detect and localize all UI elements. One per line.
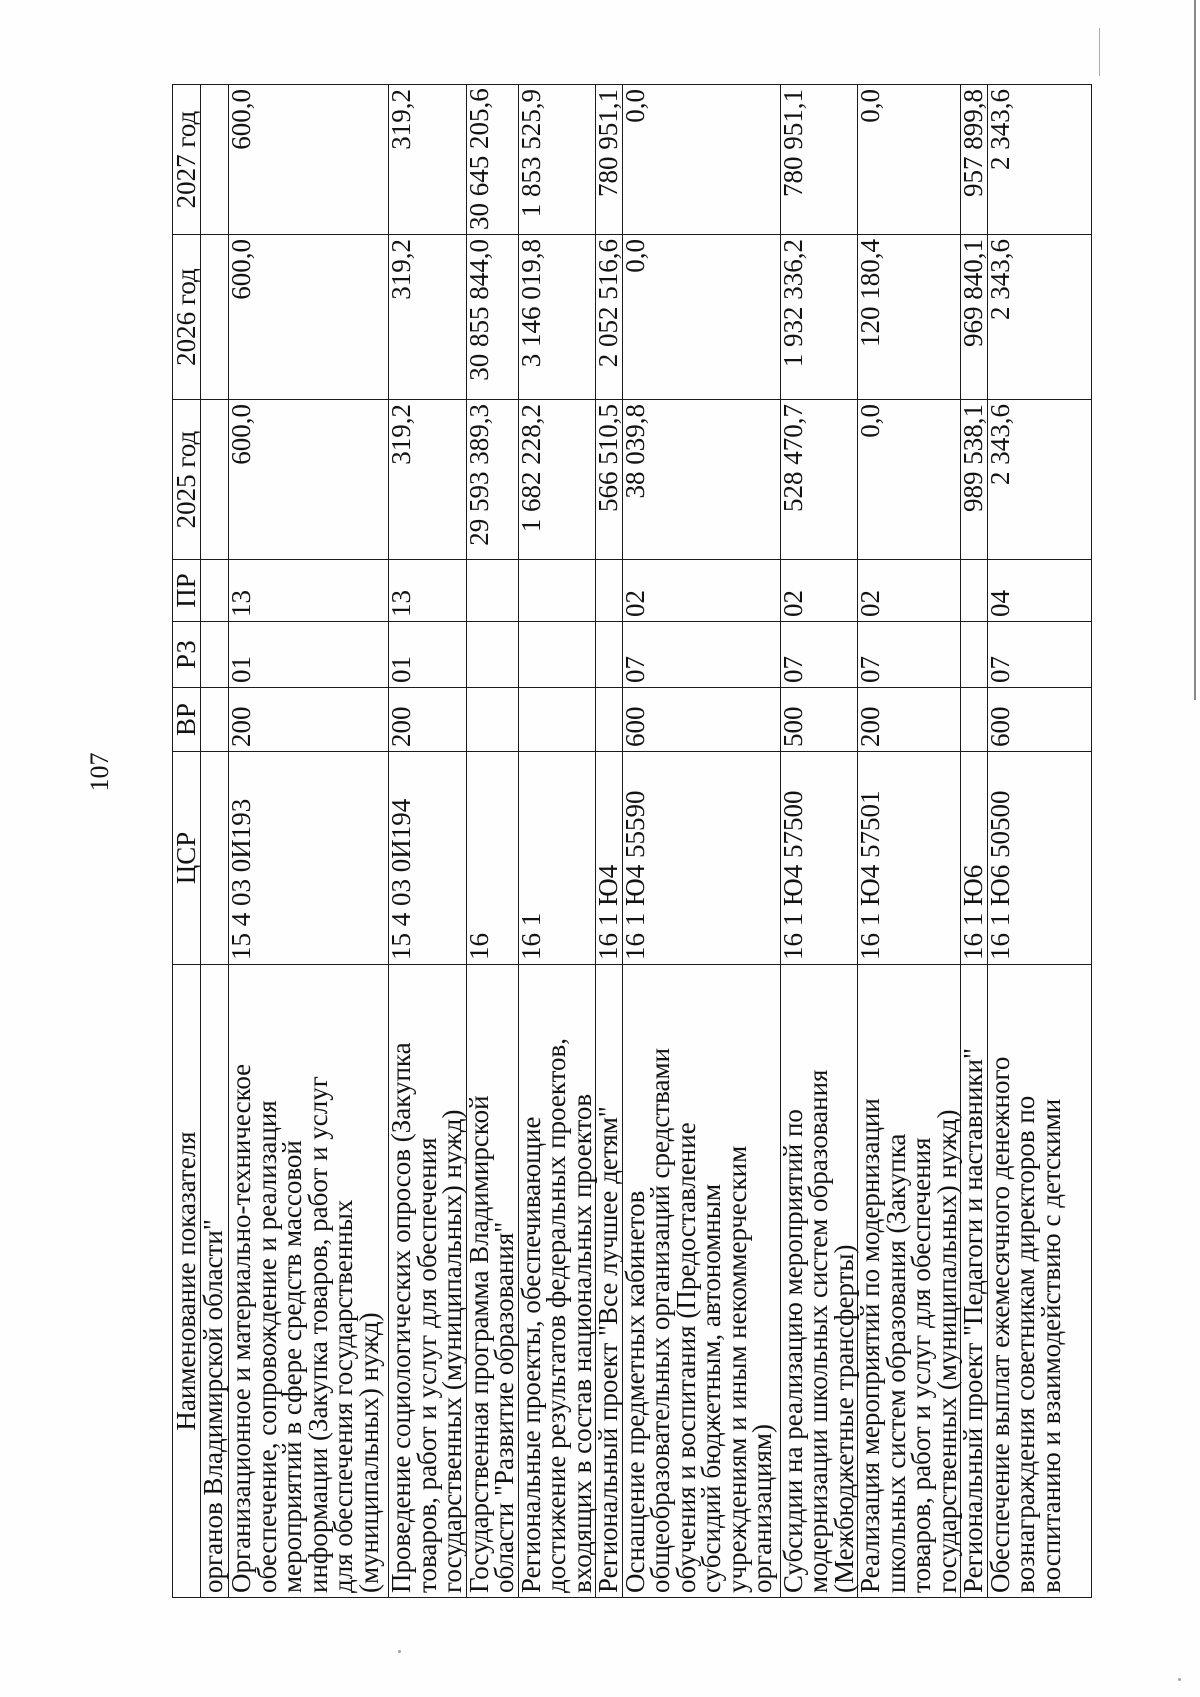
cell-vr (596, 688, 623, 752)
cell-pr: 02 (622, 560, 780, 622)
cell-2027: 780 951,1 (596, 85, 623, 235)
cell-2026: 120 180,4 (858, 235, 961, 400)
cell-vr: 200 (858, 688, 961, 752)
cell-vr (201, 688, 229, 752)
page-number: 107 (85, 752, 114, 792)
cell-2026: 969 840,1 (961, 235, 988, 400)
table-row (229, 85, 389, 1598)
cell-pr: 04 (987, 560, 1091, 622)
table-row (987, 85, 1091, 1598)
cell-rz: 07 (987, 622, 1091, 688)
cell-2027: 0,0 (858, 85, 961, 235)
table-body (198, 85, 1092, 1598)
cell-pr (596, 560, 623, 622)
cell-name: Субсидии на реализацию мероприятий по модернизации школьных систем образования (Межбюджетные трансферты) (780, 965, 858, 1598)
cell-pr (518, 560, 596, 622)
table-header-row (173, 85, 201, 1598)
table-row (389, 85, 467, 1598)
cell-csr: 15 4 03 0И193 (229, 752, 389, 965)
cell-2025 (201, 400, 229, 560)
header-rz: РЗ (173, 622, 201, 688)
header-vr: ВР (173, 688, 201, 752)
cell-pr (466, 560, 518, 622)
cell-vr (961, 688, 988, 752)
cell-2026: 2 052 516,6 (596, 235, 623, 400)
cell-2026 (201, 235, 229, 400)
cell-vr (518, 688, 596, 752)
header-2027: 2027 год (173, 85, 201, 235)
table-row (961, 85, 988, 1598)
cell-csr: 16 1 Ю4 57501 (858, 752, 961, 965)
cell-2026: 30 855 844,0 (466, 235, 518, 400)
cell-vr: 200 (229, 688, 389, 752)
cell-2026: 2 343,6 (987, 235, 1091, 400)
cell-csr: 16 1 Ю4 57500 (780, 752, 858, 965)
cell-rz (466, 622, 518, 688)
cell-2025: 566 510,5 (596, 400, 623, 560)
cell-csr: 16 1 Ю4 55590 (622, 752, 780, 965)
cell-2026: 3 146 019,8 (518, 235, 596, 400)
budget-table (172, 84, 1092, 1598)
cell-2025: 528 470,7 (780, 400, 858, 560)
header-name: Наименование показателя (173, 965, 201, 1598)
cell-rz: 07 (858, 622, 961, 688)
cell-2025: 319,2 (389, 400, 467, 560)
cell-2027: 957 899,8 (961, 85, 988, 235)
table-header (170, 85, 201, 1598)
cell-name: Организационное и материально-техническое обеспечение, сопровождение и реализация мероприятий в сфере средств массовой информации (Закупка товаров, работ и услуг для обеспечения государственных (муниципальных) нужд) (229, 965, 389, 1598)
table-row (622, 85, 780, 1598)
cell-csr: 16 1 Ю6 (961, 752, 988, 965)
cell-pr: 02 (858, 560, 961, 622)
cell-2027: 319,2 (389, 85, 467, 235)
cell-vr: 600 (987, 688, 1091, 752)
cell-rz (201, 622, 229, 688)
table-row (858, 85, 961, 1598)
header-2026: 2026 год (173, 235, 201, 400)
cell-2027: 30 645 205,6 (466, 85, 518, 235)
cell-name: Реализация мероприятий по модернизации школьных систем образования (Закупка товаров, работ и услуг для обеспечения государственных (муниципальных) нужд) (858, 965, 961, 1598)
cell-2025: 1 682 228,2 (518, 400, 596, 560)
cell-name: Региональный проект "Все лучшее детям" (596, 965, 623, 1598)
header-2025: 2025 год (173, 400, 201, 560)
table-row (201, 85, 229, 1598)
cell-name: Оснащение предметных кабинетов общеобразовательных организаций средствами обучения и воспитания (Предоставление субсидий бюджетным, автономным учреждениям и иным некоммерческим организациям) (622, 965, 780, 1598)
cell-2026: 1 932 336,2 (780, 235, 858, 400)
cell-name: Обеспечение выплат ежемесячного денежного вознаграждения советникам директоров по воспитанию и взаимодействию с детскими (987, 965, 1091, 1598)
cell-name: Государственная программа Владимирской области "Развитие образования" (466, 965, 518, 1598)
cell-pr: 13 (229, 560, 389, 622)
cell-2027: 2 343,6 (987, 85, 1091, 235)
cell-vr (466, 688, 518, 752)
cell-vr: 600 (622, 688, 780, 752)
cell-2025: 600,0 (229, 400, 389, 560)
cell-csr: 15 4 03 0И194 (389, 752, 467, 965)
cell-2027: 0,0 (622, 85, 780, 235)
cell-rz (961, 622, 988, 688)
cell-2025: 2 343,6 (987, 400, 1091, 560)
cell-2027: 780 951,1 (780, 85, 858, 235)
cell-pr (201, 560, 229, 622)
cell-2025: 38 039,8 (622, 400, 780, 560)
cell-rz (518, 622, 596, 688)
cell-csr (201, 752, 229, 965)
cell-name: Региональный проект "Педагоги и наставники" (961, 965, 988, 1598)
cell-vr: 200 (389, 688, 467, 752)
cell-csr: 16 (466, 752, 518, 965)
cell-csr: 16 1 (518, 752, 596, 965)
cell-name: Региональные проекты, обеспечивающие достижение результатов федеральных проектов, входящих в состав национальных проектов (518, 965, 596, 1598)
cell-2027 (201, 85, 229, 235)
cell-pr: 13 (389, 560, 467, 622)
cell-rz: 07 (780, 622, 858, 688)
table-row (596, 85, 623, 1598)
cell-2026: 319,2 (389, 235, 467, 400)
cell-pr (961, 560, 988, 622)
cell-pr: 02 (780, 560, 858, 622)
table-row (780, 85, 858, 1598)
table-row (518, 85, 596, 1598)
cell-2027: 1 853 525,9 (518, 85, 596, 235)
header-csr: ЦСР (173, 752, 201, 965)
cell-rz: 01 (229, 622, 389, 688)
cell-name: Проведение социологических опросов (Закупка товаров, работ и услуг для обеспечения государственных (муниципальных) нужд) (389, 965, 467, 1598)
cell-2025: 989 538,1 (961, 400, 988, 560)
table-row (466, 85, 518, 1598)
cell-csr: 16 1 Ю4 (596, 752, 623, 965)
cell-rz: 01 (389, 622, 467, 688)
cell-2025: 0,0 (858, 400, 961, 560)
cell-2025: 29 593 389,3 (466, 400, 518, 560)
header-pr: ПР (173, 560, 201, 622)
cell-vr: 500 (780, 688, 858, 752)
cell-2026: 600,0 (229, 235, 389, 400)
cell-name: органов Владимирской области" (201, 965, 229, 1598)
cell-rz (596, 622, 623, 688)
cell-csr: 16 1 Ю6 50500 (987, 752, 1091, 965)
cell-2027: 600,0 (229, 85, 389, 235)
cell-2026: 0,0 (622, 235, 780, 400)
cell-rz: 07 (622, 622, 780, 688)
